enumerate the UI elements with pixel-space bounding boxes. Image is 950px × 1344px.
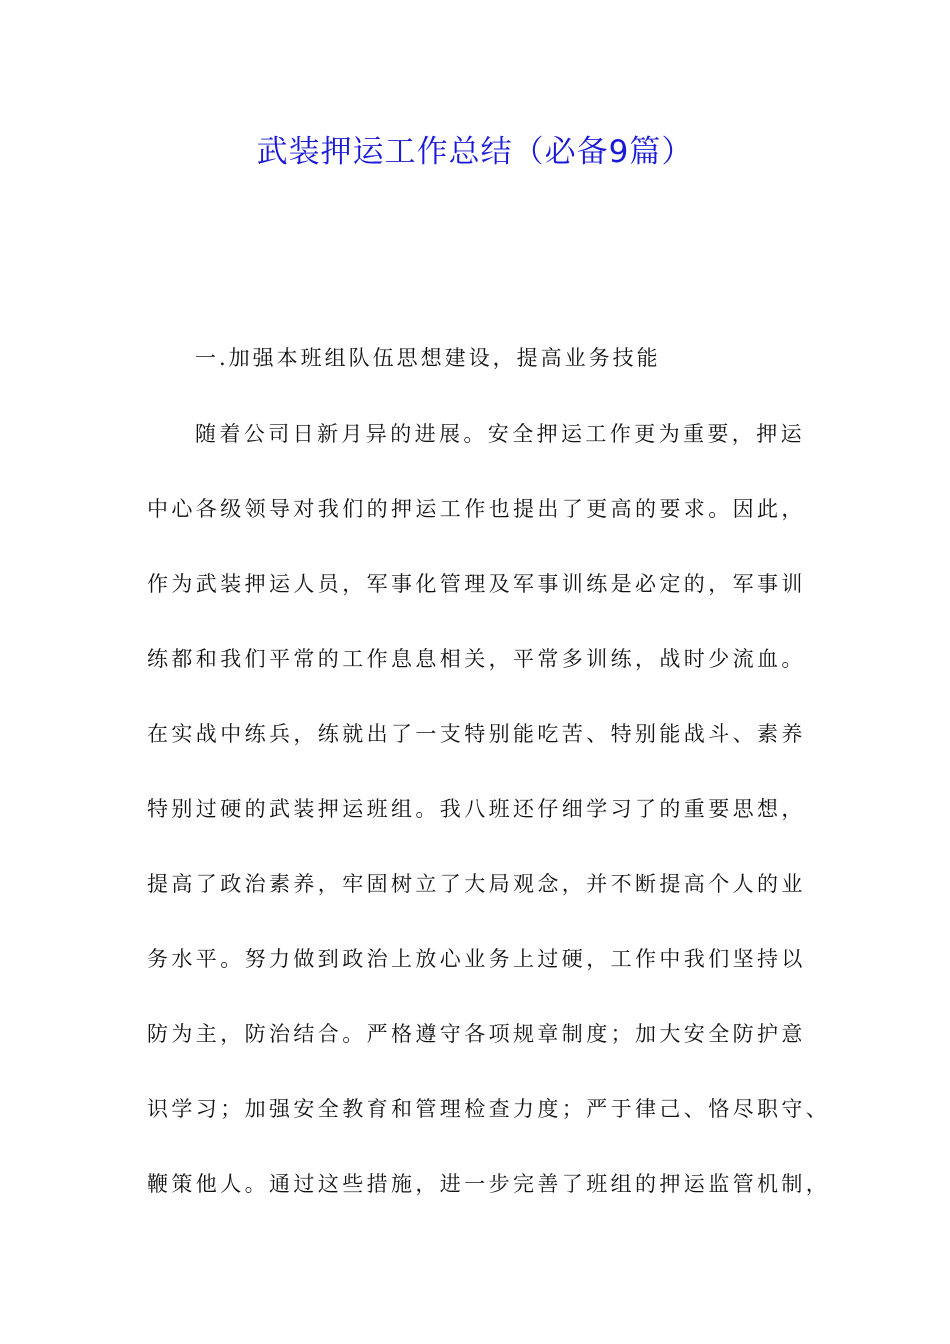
body-line-9: 防为主，防治结合。严格遵守各项规章制度；加大安全防护意 xyxy=(147,1022,806,1046)
body-line-5: 在实战中练兵，练就出了一支特别能吃苦、特别能战斗、素养 xyxy=(147,722,806,746)
body-line-10: 识学习；加强安全教育和管理检查力度；严于律己、恪尽职守、 xyxy=(147,1097,831,1121)
body-line-6: 特别过硬的武装押运班组。我八班还仔细学习了的重要思想， xyxy=(147,797,806,821)
body-line-2: 中心各级领导对我们的押运工作也提出了更高的要求。因此， xyxy=(147,497,806,521)
body-line-3: 作为武装押运人员，军事化管理及军事训练是必定的，军事训 xyxy=(147,572,806,596)
body-line-4: 练都和我们平常的工作息息相关，平常多训练，战时少流血。 xyxy=(147,647,806,671)
body-line-7: 提高了政治素养，牢固树立了大局观念，并不断提高个人的业 xyxy=(147,872,806,896)
section-heading: 一.加强本班组队伍思想建设，提高业务技能 xyxy=(195,346,661,370)
body-line-1: 随着公司日新月异的进展。安全押运工作更为重要，押运 xyxy=(195,422,805,446)
body-line-8: 务水平。努力做到政治上放心业务上过硬，工作中我们坚持以 xyxy=(147,947,806,971)
body-line-11: 鞭策他人。通过这些措施，进一步完善了班组的押运监管机制， xyxy=(147,1172,831,1196)
document-title: 武装押运工作总结（必备9篇） xyxy=(256,134,694,170)
